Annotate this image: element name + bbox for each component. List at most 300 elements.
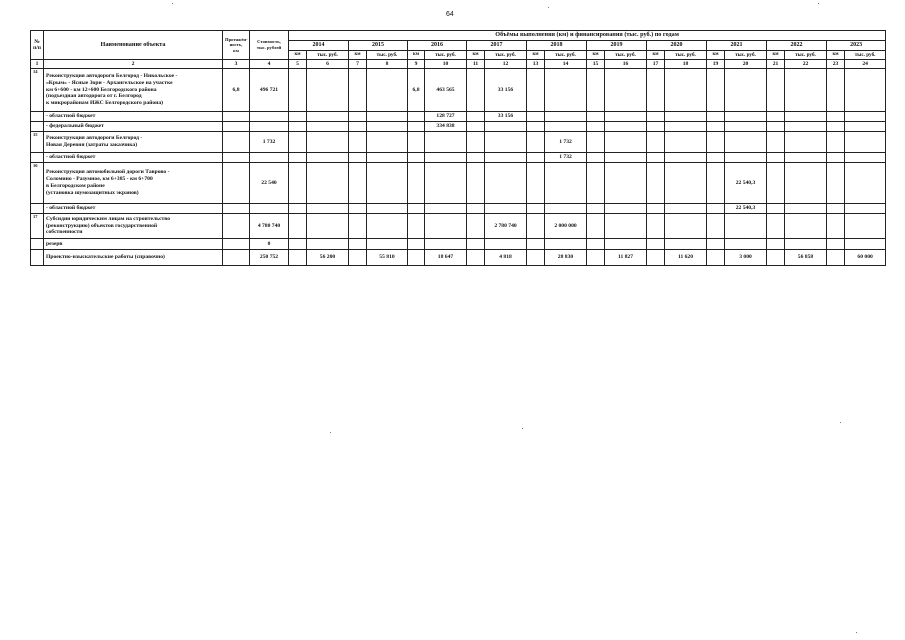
cell-km-2023 <box>827 239 845 250</box>
cell-rub-2016 <box>425 204 467 214</box>
cell-rub-2016 <box>425 163 467 204</box>
row-cost: 250 752 <box>250 250 289 266</box>
cell-rub-2015 <box>367 153 408 163</box>
cell-km-2014 <box>289 153 307 163</box>
row-index <box>31 250 44 266</box>
cell-km-2022 <box>767 69 785 112</box>
column-number: 23 <box>827 60 845 69</box>
table-row <box>31 239 886 250</box>
cell-km-2016 <box>408 132 425 153</box>
row-cost <box>250 122 289 132</box>
cell-rub-2015 <box>367 122 408 132</box>
header-unit-km: км <box>767 51 785 60</box>
row-object-name: Проектно-изыскательские работы (справочно) <box>46 254 165 261</box>
cell-rub-2022 <box>785 163 827 204</box>
row-length <box>223 239 250 250</box>
row-cost: 1 732 <box>250 132 289 153</box>
cell-rub-2019 <box>605 204 647 214</box>
page-number: 64 <box>446 11 454 18</box>
header-col-length: Протяжён- ность, км <box>223 31 250 60</box>
cell-rub-2017: 33 156 <box>485 69 527 112</box>
column-number: 18 <box>665 60 707 69</box>
cell-rub-2019: 11 827 <box>605 250 647 266</box>
header-year-2020: 2020 <box>647 41 707 51</box>
header-year-2019: 2019 <box>587 41 647 51</box>
cell-km-2014 <box>289 250 307 266</box>
header-year-2017: 2017 <box>467 41 527 51</box>
column-number: 1 <box>31 60 44 69</box>
cell-rub-2023 <box>845 204 886 214</box>
row-length <box>223 163 250 204</box>
row-index: 17 <box>31 214 44 239</box>
cell-km-2016: 6,8 <box>408 69 425 112</box>
row-length <box>223 132 250 153</box>
column-number: 20 <box>725 60 767 69</box>
table-row <box>31 214 886 239</box>
row-object-name: Реконструкция автодороги Белгород - Новая Деревня (затраты заказчика) <box>46 135 143 148</box>
header-unit-km: км <box>647 51 665 60</box>
cell-rub-2018: 1 732 <box>545 132 587 153</box>
cell-km-2018 <box>527 112 545 122</box>
row-length <box>223 214 250 239</box>
cell-rub-2022: 56 858 <box>785 250 827 266</box>
cell-km-2015 <box>349 112 367 122</box>
header-unit-rub: тыс. руб. <box>367 51 408 60</box>
table-row <box>31 69 886 112</box>
column-number: 16 <box>605 60 647 69</box>
cell-rub-2019 <box>605 153 647 163</box>
row-cost <box>250 112 289 122</box>
cell-rub-2023 <box>845 122 886 132</box>
cell-km-2019 <box>587 163 605 204</box>
cell-km-2019 <box>587 214 605 239</box>
cell-rub-2020 <box>665 239 707 250</box>
cell-km-2017 <box>467 163 485 204</box>
cell-rub-2021 <box>725 153 767 163</box>
cell-km-2021 <box>707 214 725 239</box>
cell-rub-2021 <box>725 112 767 122</box>
cell-km-2022 <box>767 214 785 239</box>
cell-rub-2022 <box>785 112 827 122</box>
cell-km-2014 <box>289 132 307 153</box>
table-row <box>31 112 886 122</box>
row-cost <box>250 153 289 163</box>
cell-rub-2020 <box>665 204 707 214</box>
cell-km-2017 <box>467 204 485 214</box>
cell-km-2015 <box>349 204 367 214</box>
table-row <box>31 204 886 214</box>
cell-rub-2018 <box>545 122 587 132</box>
cell-km-2023 <box>827 163 845 204</box>
row-object-name: Реконструкция автомобильной дороги Таврово - Соломино - Разумное, км 6+385 - км 6+700 в Белгородском районе (установка шумозащитных экранов) <box>46 169 170 196</box>
cell-rub-2018 <box>545 239 587 250</box>
row-object-name: - федеральный бюджет <box>46 123 104 130</box>
cell-km-2015 <box>349 250 367 266</box>
column-number: 7 <box>349 60 367 69</box>
row-index: 15 <box>31 132 44 153</box>
cell-rub-2016: 18 647 <box>425 250 467 266</box>
cell-km-2015 <box>349 69 367 112</box>
cell-rub-2018 <box>545 163 587 204</box>
cell-rub-2020: 11 620 <box>665 250 707 266</box>
cell-rub-2019 <box>605 112 647 122</box>
cell-km-2015 <box>349 214 367 239</box>
cell-km-2020 <box>647 122 665 132</box>
header-year-2023: 2023 <box>827 41 886 51</box>
table-row <box>31 132 886 153</box>
cell-rub-2020 <box>665 163 707 204</box>
header-unit-rub: тыс. руб. <box>665 51 707 60</box>
cell-rub-2015 <box>367 204 408 214</box>
cell-rub-2023 <box>845 132 886 153</box>
cell-km-2017 <box>467 122 485 132</box>
scan-speck <box>840 422 841 423</box>
row-index <box>31 239 44 250</box>
column-number: 17 <box>647 60 665 69</box>
row-cost: 22 540 <box>250 163 289 204</box>
header-unit-km: км <box>289 51 307 60</box>
financing-table <box>30 30 886 266</box>
scan-speck <box>172 3 173 4</box>
column-number: 22 <box>785 60 827 69</box>
cell-rub-2021 <box>725 239 767 250</box>
column-number: 14 <box>545 60 587 69</box>
header-unit-rub: тыс. руб. <box>845 51 886 60</box>
cell-km-2023 <box>827 122 845 132</box>
cell-km-2020 <box>647 69 665 112</box>
cell-km-2015 <box>349 122 367 132</box>
row-index <box>31 153 44 163</box>
cell-km-2016 <box>408 163 425 204</box>
cell-rub-2022 <box>785 122 827 132</box>
cell-rub-2017 <box>485 239 527 250</box>
cell-km-2021 <box>707 112 725 122</box>
column-number: 3 <box>223 60 250 69</box>
cell-km-2021 <box>707 239 725 250</box>
cell-rub-2016 <box>425 132 467 153</box>
cell-rub-2021 <box>725 132 767 153</box>
row-length <box>223 153 250 163</box>
header-unit-rub: тыс. руб. <box>725 51 767 60</box>
cell-km-2022 <box>767 250 785 266</box>
row-length <box>223 122 250 132</box>
cell-km-2014 <box>289 122 307 132</box>
cell-km-2017 <box>467 250 485 266</box>
header-year-2016: 2016 <box>408 41 467 51</box>
row-index <box>31 112 44 122</box>
cell-rub-2021 <box>725 122 767 132</box>
cell-km-2019 <box>587 153 605 163</box>
column-number: 8 <box>367 60 408 69</box>
cell-km-2023 <box>827 204 845 214</box>
row-length: 6,8 <box>223 69 250 112</box>
row-length <box>223 204 250 214</box>
cell-rub-2015 <box>367 163 408 204</box>
cell-km-2020 <box>647 214 665 239</box>
cell-rub-2021: 3 000 <box>725 250 767 266</box>
cell-km-2023 <box>827 132 845 153</box>
scan-speck <box>856 632 857 633</box>
row-cost: 496 721 <box>250 69 289 112</box>
cell-km-2015 <box>349 163 367 204</box>
cell-km-2021 <box>707 122 725 132</box>
cell-km-2019 <box>587 239 605 250</box>
row-cost: 4 780 740 <box>250 214 289 239</box>
cell-rub-2022 <box>785 204 827 214</box>
cell-rub-2016: 334 838 <box>425 122 467 132</box>
column-number: 9 <box>408 60 425 69</box>
cell-km-2016 <box>408 239 425 250</box>
cell-rub-2019 <box>605 69 647 112</box>
row-object-name: резерв <box>46 240 63 247</box>
row-object-name: Реконструкция автодороги Белгород - Никольское - «Крым» - Ясные Зори - Архангельское на участке км 6+600 - км 12+600 Белгородского района (подъездная автодорога от г. Белгород к микрорайонам ИЖС Белгородского района) <box>46 73 178 107</box>
column-number: 12 <box>485 60 527 69</box>
row-index <box>31 204 44 214</box>
cell-km-2016 <box>408 204 425 214</box>
header-col-cost: Стоимость, тыс. рублей <box>250 31 289 60</box>
row-index: 14 <box>31 69 44 112</box>
table-row <box>31 250 886 266</box>
cell-km-2019 <box>587 204 605 214</box>
cell-km-2022 <box>767 204 785 214</box>
header-unit-km: км <box>349 51 367 60</box>
cell-km-2017 <box>467 112 485 122</box>
cell-rub-2016: 463 565 <box>425 69 467 112</box>
cell-rub-2022 <box>785 239 827 250</box>
cell-km-2020 <box>647 132 665 153</box>
cell-rub-2019 <box>605 132 647 153</box>
column-number: 6 <box>307 60 349 69</box>
header-year-2015: 2015 <box>349 41 408 51</box>
cell-rub-2017: 4 818 <box>485 250 527 266</box>
header-unit-rub: тыс. руб. <box>307 51 349 60</box>
cell-rub-2017 <box>485 204 527 214</box>
cell-rub-2022 <box>785 153 827 163</box>
cell-km-2014 <box>289 69 307 112</box>
cell-rub-2020 <box>665 132 707 153</box>
cell-rub-2021: 22 540,3 <box>725 163 767 204</box>
column-number: 10 <box>425 60 467 69</box>
header-col-name: Наименование объекта <box>44 31 223 60</box>
cell-rub-2015: 55 810 <box>367 250 408 266</box>
scan-speck <box>330 432 331 433</box>
header-col-no: № п/п <box>31 31 44 60</box>
header-unit-km: км <box>707 51 725 60</box>
header-unit-km: км <box>827 51 845 60</box>
cell-rub-2016 <box>425 214 467 239</box>
cell-rub-2016: 128 727 <box>425 112 467 122</box>
cell-km-2017 <box>467 132 485 153</box>
scan-speck <box>818 3 819 4</box>
cell-rub-2019 <box>605 214 647 239</box>
cell-rub-2016 <box>425 239 467 250</box>
cell-rub-2023 <box>845 69 886 112</box>
column-numbers-row <box>31 60 886 69</box>
cell-km-2017 <box>467 69 485 112</box>
cell-km-2019 <box>587 122 605 132</box>
cell-km-2018 <box>527 250 545 266</box>
header-year-2018: 2018 <box>527 41 587 51</box>
row-index <box>31 122 44 132</box>
cell-rub-2023 <box>845 163 886 204</box>
header-year-2021: 2021 <box>707 41 767 51</box>
cell-km-2020 <box>647 239 665 250</box>
cell-rub-2014 <box>307 204 349 214</box>
cell-km-2014 <box>289 214 307 239</box>
cell-km-2018 <box>527 214 545 239</box>
cell-km-2018 <box>527 239 545 250</box>
cell-km-2023 <box>827 69 845 112</box>
cell-km-2021 <box>707 204 725 214</box>
cell-km-2022 <box>767 153 785 163</box>
column-number: 21 <box>767 60 785 69</box>
column-number: 2 <box>44 60 223 69</box>
cell-rub-2021 <box>725 214 767 239</box>
cell-km-2018 <box>527 163 545 204</box>
row-object-name: - областной бюджет <box>46 205 96 212</box>
cell-rub-2017 <box>485 163 527 204</box>
cell-rub-2023 <box>845 214 886 239</box>
cell-rub-2021 <box>725 69 767 112</box>
cell-rub-2019 <box>605 239 647 250</box>
cell-rub-2016 <box>425 153 467 163</box>
cell-km-2022 <box>767 239 785 250</box>
cell-km-2023 <box>827 112 845 122</box>
header-year-2022: 2022 <box>767 41 827 51</box>
header-unit-rub: тыс. руб. <box>605 51 647 60</box>
cell-rub-2023: 60 000 <box>845 250 886 266</box>
cell-rub-2020 <box>665 112 707 122</box>
cell-rub-2023 <box>845 239 886 250</box>
cell-rub-2021: 22 540,3 <box>725 204 767 214</box>
row-length <box>223 250 250 266</box>
cell-rub-2014 <box>307 132 349 153</box>
table-row <box>31 163 886 204</box>
cell-km-2023 <box>827 214 845 239</box>
cell-rub-2014 <box>307 239 349 250</box>
cell-km-2019 <box>587 132 605 153</box>
cell-rub-2019 <box>605 122 647 132</box>
cell-rub-2015 <box>367 69 408 112</box>
cell-rub-2018: 2 000 000 <box>545 214 587 239</box>
cell-km-2017 <box>467 239 485 250</box>
cell-rub-2019 <box>605 163 647 204</box>
cell-km-2014 <box>289 239 307 250</box>
cell-km-2021 <box>707 153 725 163</box>
column-number: 19 <box>707 60 725 69</box>
cell-km-2017 <box>467 153 485 163</box>
cell-rub-2017 <box>485 153 527 163</box>
column-number: 24 <box>845 60 886 69</box>
cell-rub-2014 <box>307 122 349 132</box>
cell-km-2018 <box>527 132 545 153</box>
cell-km-2020 <box>647 204 665 214</box>
cell-rub-2020 <box>665 122 707 132</box>
cell-km-2020 <box>647 153 665 163</box>
cell-km-2019 <box>587 112 605 122</box>
cell-km-2018 <box>527 122 545 132</box>
cell-km-2015 <box>349 153 367 163</box>
cell-rub-2022 <box>785 132 827 153</box>
cell-km-2016 <box>408 153 425 163</box>
cell-km-2014 <box>289 112 307 122</box>
row-object-name: - областной бюджет <box>46 154 96 161</box>
cell-km-2020 <box>647 163 665 204</box>
cell-km-2022 <box>767 122 785 132</box>
column-number: 15 <box>587 60 605 69</box>
cell-km-2014 <box>289 163 307 204</box>
cell-km-2021 <box>707 250 725 266</box>
header-unit-rub: тыс. руб. <box>785 51 827 60</box>
header-unit-km: км <box>527 51 545 60</box>
cell-rub-2015 <box>367 214 408 239</box>
cell-km-2015 <box>349 239 367 250</box>
row-index: 16 <box>31 163 44 204</box>
header-unit-rub: тыс. руб. <box>485 51 527 60</box>
cell-km-2022 <box>767 163 785 204</box>
cell-rub-2014 <box>307 112 349 122</box>
cell-rub-2018 <box>545 112 587 122</box>
cell-km-2020 <box>647 112 665 122</box>
cell-rub-2023 <box>845 153 886 163</box>
cell-km-2016 <box>408 112 425 122</box>
cell-km-2018 <box>527 204 545 214</box>
cell-km-2016 <box>408 122 425 132</box>
table-row <box>31 153 886 163</box>
cell-rub-2018: 28 830 <box>545 250 587 266</box>
row-cost: 0 <box>250 239 289 250</box>
cell-rub-2015 <box>367 239 408 250</box>
header-year-2014: 2014 <box>289 41 349 51</box>
header-unit-rub: тыс. руб. <box>545 51 587 60</box>
cell-rub-2020 <box>665 69 707 112</box>
header-unit-km: км <box>587 51 605 60</box>
row-cost <box>250 204 289 214</box>
cell-km-2019 <box>587 69 605 112</box>
cell-km-2021 <box>707 132 725 153</box>
column-number: 4 <box>250 60 289 69</box>
cell-rub-2014 <box>307 163 349 204</box>
cell-rub-2017: 33 156 <box>485 112 527 122</box>
cell-rub-2014 <box>307 153 349 163</box>
cell-km-2015 <box>349 132 367 153</box>
column-number: 13 <box>527 60 545 69</box>
row-length <box>223 112 250 122</box>
cell-rub-2020 <box>665 214 707 239</box>
cell-rub-2014 <box>307 214 349 239</box>
cell-km-2016 <box>408 250 425 266</box>
cell-km-2021 <box>707 69 725 112</box>
header-unit-km: км <box>467 51 485 60</box>
cell-rub-2015 <box>367 112 408 122</box>
row-object-name: - областной бюджет <box>46 113 96 120</box>
scan-speck <box>522 428 523 429</box>
cell-km-2022 <box>767 132 785 153</box>
cell-rub-2020 <box>665 153 707 163</box>
cell-rub-2014 <box>307 69 349 112</box>
cell-km-2017 <box>467 214 485 239</box>
cell-rub-2022 <box>785 69 827 112</box>
cell-km-2018 <box>527 69 545 112</box>
cell-rub-2018 <box>545 204 587 214</box>
cell-km-2021 <box>707 163 725 204</box>
cell-rub-2017 <box>485 122 527 132</box>
cell-km-2023 <box>827 153 845 163</box>
cell-km-2023 <box>827 250 845 266</box>
cell-rub-2018: 1 732 <box>545 153 587 163</box>
column-number: 11 <box>467 60 485 69</box>
cell-km-2020 <box>647 250 665 266</box>
